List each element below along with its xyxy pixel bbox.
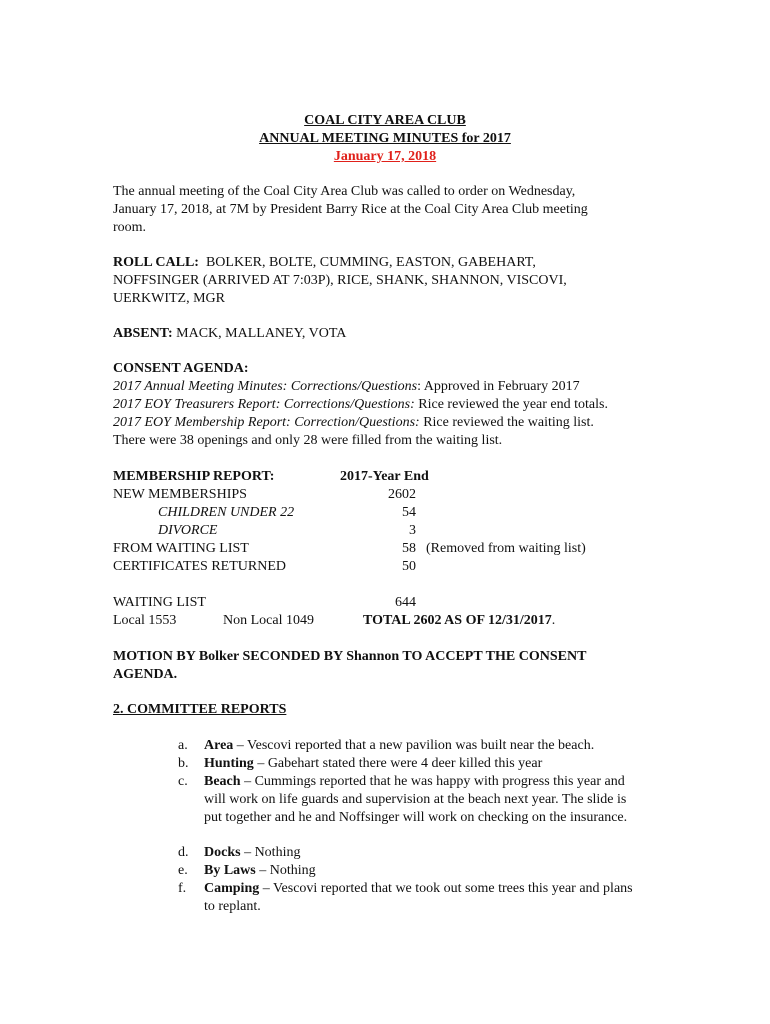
membership-heading: MEMBERSHIP REPORT:	[113, 469, 275, 484]
motion-line: MOTION BY Bolker SECONDED BY Shannon TO ACCEPT THE CONSENT	[113, 649, 587, 664]
roll-call-names: NOFFSINGER (ARRIVED AT 7:03P), RICE, SHANK, SHANNON, VISCOVI,	[113, 273, 567, 288]
membership-row-label: CHILDREN UNDER 22	[158, 505, 295, 520]
motion-line: AGENDA.	[113, 667, 178, 682]
membership-column-heading: 2017-Year End	[340, 469, 429, 484]
intro-line: January 17, 2018, at 7M by President Barry Rice at the Coal City Area Club meeting	[113, 202, 588, 217]
consent-extra: There were 38 openings and only 28 were filled from the waiting list.	[113, 433, 503, 448]
roll-call-names: UERKWITZ, MGR	[113, 291, 225, 306]
membership-row-note: (Removed from waiting list)	[426, 541, 586, 556]
document-page: COAL CITY AREA CLUB ANNUAL MEETING MINUTES for 2017 January 17, 2018 The annual meeting of the Coal City Area Club was called to order on Wednesday, January 17, 2018, at 7M by President Barry Rice at the Coal City Area Club meeting room. ROLL CALL: BOLKER, BOLTE, CUMMING, EASTON, GABEHART, NOFFSINGER (ARRIVED AT 7:03P), RICE, SHANK, SHANNON, VISCOVI, UERKWITZ, MGR ABSENT: MACK, MALLANEY, VOTA CONSENT AGENDA: 2017 Annual Meeting Minutes: Corrections/Questions: Approved in February 2017 2017 EOY Treasurers Report: Corrections/Questions: Rice reviewed the year end totals. 2017 EOY Membership Report: Correction/Questions: Rice reviewed the waiting list. There were 38 openings and only 28 were filled from the waiting list. MEMBERSHIP REPORT: 2017-Year End NEW MEMBERSHIPS 2602 CHILDREN UNDER 22 54 DIVORCE 3 FROM WAITING LIST 58 (Removed from waiting list) CERTIFICATES RETURNED 50 WAITING LIST 644 Local 1553 Non Local 1049 TOTAL 2602 AS OF 12/31/2017. MOTION BY Bolker SECONDED BY Shannon TO ACCEPT THE CONSENT AGENDA. 2. COMMITTEE REPORTS a. Area – Vescovi reported that a new pavilion was built near the beach. b. Hunting – Gabehart stated there were 4 deer killed this year c. Beach – Cummings reported that he was happy with progress this year and will work on life guards and supervision at the beach next year. The slide is put together and he and Noffsinger will work on checking on the insurance. d. Docks – Nothing e. By Laws – Nothing f. Camping – Vescovi reported that we took out some trees this year and plans to replant.	[0, 0, 770, 1024]
consent-item: 2017 Annual Meeting Minutes: Corrections/Questions: Approved in February 2017	[113, 379, 580, 394]
absent-label: ABSENT:	[113, 326, 173, 341]
consent-heading: CONSENT AGENDA:	[113, 361, 249, 376]
committee-heading: 2. COMMITTEE REPORTS	[113, 702, 287, 717]
membership-row-value: 50	[402, 559, 416, 574]
meeting-date: January 17, 2018	[333, 149, 437, 164]
intro-line: The annual meeting of the Coal City Area Club was called to order on Wednesday,	[113, 184, 576, 199]
document-title: ANNUAL MEETING MINUTES for 2017	[259, 131, 511, 146]
membership-row-label: NEW MEMBERSHIPS	[113, 487, 247, 502]
membership-row-label: FROM WAITING LIST	[113, 541, 249, 556]
club-name: COAL CITY AREA CLUB	[304, 113, 466, 128]
membership-row-value: 3	[409, 523, 416, 538]
consent-item: 2017 EOY Membership Report: Correction/Questions: Rice reviewed the waiting list.	[113, 415, 594, 430]
membership-row-value: 2602	[388, 487, 416, 502]
roll-call-line	[113, 254, 536, 272]
membership-row-value: 58	[402, 541, 416, 556]
consent-item: 2017 EOY Treasurers Report: Corrections/Questions: Rice reviewed the year end totals.	[113, 397, 608, 412]
local-count: Local 1553	[113, 613, 177, 628]
membership-row-value: 54	[402, 505, 416, 520]
non-local-count: Non Local 1049	[223, 613, 314, 628]
membership-row-label: DIVORCE	[158, 523, 218, 538]
absent-line	[113, 325, 346, 343]
membership-total: TOTAL 2602 AS OF 12/31/2017.	[363, 613, 556, 628]
waiting-list-label: WAITING LIST	[113, 595, 206, 610]
membership-row-label: CERTIFICATES RETURNED	[113, 559, 286, 574]
intro-line: room.	[113, 220, 147, 235]
absent-names: MACK, MALLANEY, VOTA	[176, 326, 347, 341]
roll-call-names: BOLKER, BOLTE, CUMMING, EASTON, GABEHART,	[205, 255, 536, 270]
roll-call-label: ROLL CALL:	[113, 255, 199, 270]
waiting-list-value: 644	[395, 595, 416, 610]
